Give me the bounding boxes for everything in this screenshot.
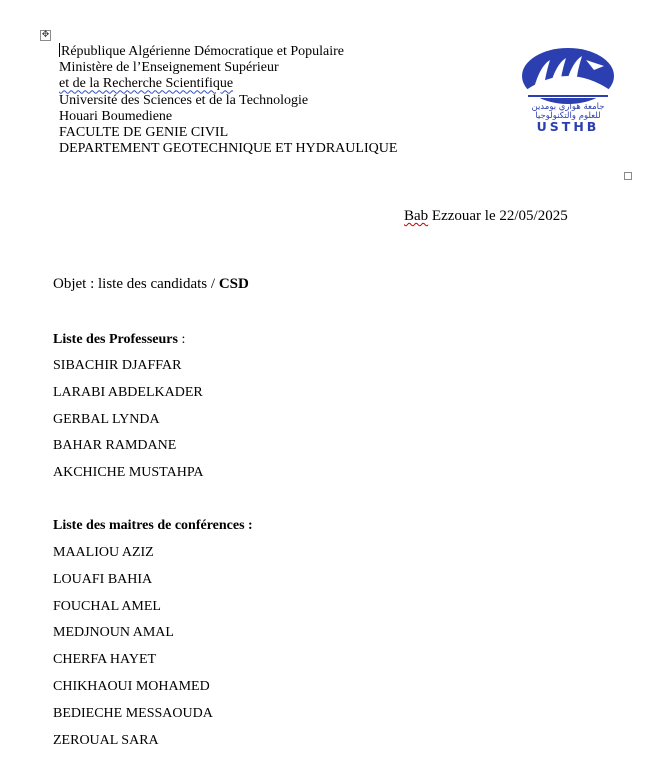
text-cursor	[59, 43, 60, 57]
list-item: LARABI ABDELKADER	[53, 384, 203, 400]
list-item: CHIKHAOUI MOHAMED	[53, 678, 210, 694]
logo-arabic-line-1: جامعة هواري بومدين	[531, 102, 605, 112]
professors-heading: Liste des Professeurs :	[53, 332, 186, 347]
table-move-handle-icon[interactable]: ✥	[41, 30, 50, 40]
header-line-university: Université des Sciences et de la Technologie	[59, 92, 309, 108]
header-line-faculty: FACULTE DE GENIE CIVIL	[59, 125, 229, 141]
header-line-ministry: Ministère de l’Enseignement Supérieur	[59, 60, 279, 76]
table-resize-handle[interactable]	[624, 172, 632, 180]
list-item: CHERFA HAYET	[53, 652, 157, 668]
list-item: SIBACHIR DJAFFAR	[53, 358, 182, 373]
professors-list	[53, 358, 203, 492]
header-line-research: et de la Recherche Scientifique	[59, 76, 234, 92]
list-item: FOUCHAL AMEL	[53, 598, 161, 614]
header-line-houari: Houari Boumediene	[59, 108, 173, 124]
logo-usthb-text: USTHB	[536, 119, 600, 134]
list-item: MEDJNOUN AMAL	[53, 625, 174, 641]
list-item: AKCHICHE MUSTAHPA	[53, 465, 204, 481]
usthb-logo	[520, 46, 616, 136]
maitres-list	[53, 545, 213, 759]
institution-header	[59, 43, 397, 157]
list-item: LOUAFI BAHIA	[53, 571, 153, 587]
list-item: MAALIOU AZIZ	[53, 545, 154, 560]
header-line-department: DEPARTEMENT GEOTECHNIQUE ET HYDRAULIQUE	[59, 141, 398, 157]
list-item: BEDIECHE MESSAOUDA	[53, 705, 213, 721]
logo-arabic-line-2: للعلوم والتكنولوجيا	[535, 111, 601, 121]
subject-bold: CSD	[218, 276, 249, 292]
list-item: GERBAL LYNDA	[53, 411, 160, 427]
subject-line: Objet : liste des candidats / CSD	[53, 276, 249, 292]
list-item: BAHAR RAMDANE	[53, 438, 177, 454]
maitres-heading: Liste des maitres de conférences :	[53, 518, 253, 533]
list-item: ZEROUAL SARA	[53, 732, 159, 748]
date-line: Bab Ezzouar le 22/05/2025	[404, 208, 568, 224]
header-line-republic: République Algérienne Démocratique et Populaire	[61, 44, 345, 59]
